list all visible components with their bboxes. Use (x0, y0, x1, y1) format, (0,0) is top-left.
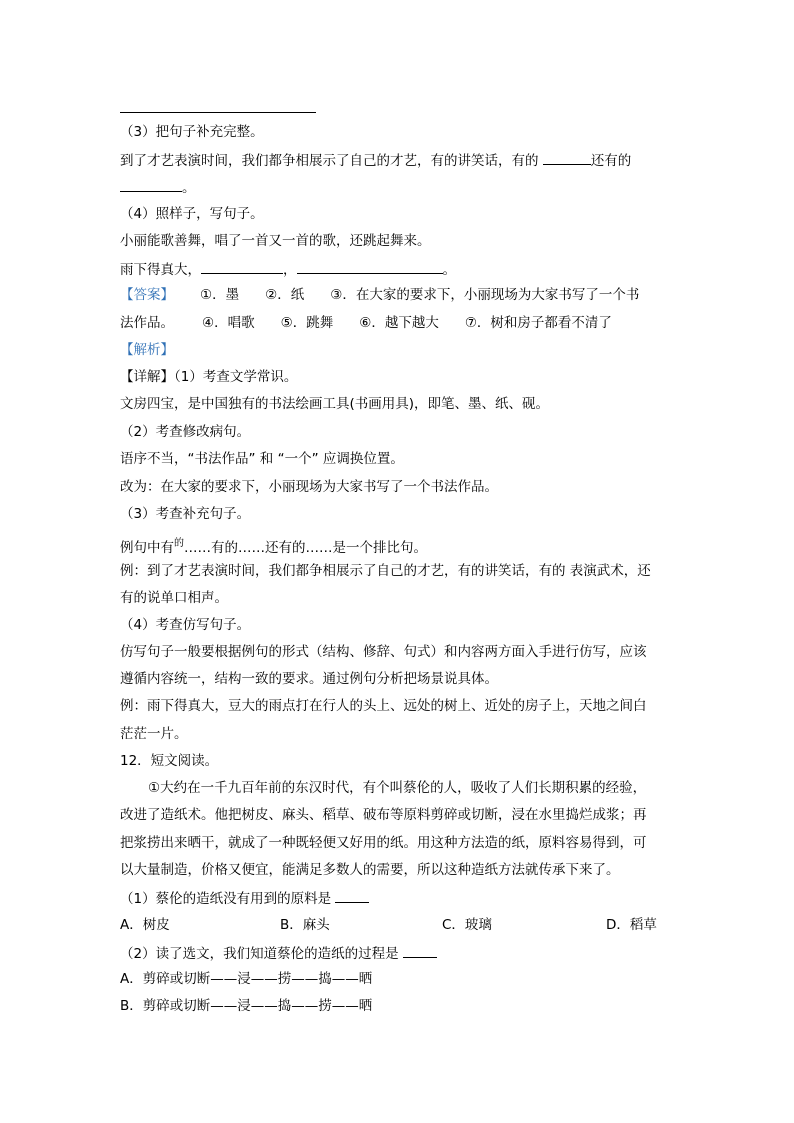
answer-line-1 (120, 286, 639, 304)
question-text: （1）蔡伦的造纸没有用到的原料是 (120, 891, 336, 907)
passage-line: 改进了造纸术。他把树皮、麻头、稻草、破布等原料剪碎或切断，浸在水里捣烂成浆；再 (120, 807, 647, 823)
period: 。 (182, 180, 196, 196)
answer-4: ④．唱歌 (202, 315, 255, 331)
analysis-line: （4）考查仿写句子。 (120, 617, 251, 633)
passage-line: 以大量制造，价格又便宜，能满足多数人的需要，所以这种造纸方法就传承下来了。 (120, 862, 620, 878)
option-d[interactable]: D．稻草 (606, 917, 657, 933)
option-b[interactable]: B．剪碎或切断——浸——捣——捞——晒 (120, 998, 373, 1014)
analysis-line: 遵循内容统一，结构一致的要求。通过例句分析把场景说具体。 (120, 671, 498, 687)
detail-label: 【详解】 (120, 369, 174, 385)
analysis-line: 例：雨下得真大，豆大的雨点打在行人的头上、远处的树上、近处的房子上，天地之间白 (120, 698, 647, 714)
q3-text: 到了才艺表演时间，我们都争相展示了自己的才艺，有的讲笑话，有的 (120, 153, 543, 169)
answer-7: ⑦．树和房子都看不清了 (464, 315, 612, 331)
option-a[interactable]: A．剪碎或切断——浸——捞——捣——晒 (120, 971, 373, 987)
text: 例句中有 (120, 540, 174, 556)
q4-title: （4）照样子，写句子。 (120, 206, 264, 222)
q3-sentence (120, 150, 631, 170)
sub-question-1 (120, 888, 369, 908)
blank-2[interactable] (120, 177, 182, 192)
answer-6: ⑥．越下越大 (359, 315, 439, 331)
superscript-text: 的 (174, 538, 184, 549)
analysis-line: 文房四宝，是中国独有的书法绘画工具(书画用具)，即笔、墨、纸、砚。 (120, 396, 550, 412)
answer-label: 【答案】 (120, 287, 174, 303)
q3-title: （3）把句子补充完整。 (120, 124, 264, 140)
analysis-line: 茫茫一片。 (120, 726, 188, 742)
answer-2: ②．纸 (265, 287, 305, 303)
answer-5: ⑤．跳舞 (280, 315, 334, 331)
answer-1: ①．墨 (200, 287, 240, 303)
analysis-line: （3）考查补充句子。 (120, 506, 251, 522)
option-a[interactable]: A．树皮 (120, 917, 170, 933)
analysis-label: 【解析】 (120, 342, 174, 358)
passage-line: 把浆捞出来晒干，就成了一种既轻便又好用的纸。用这种方法造的纸，原料容易得到，可 (120, 835, 647, 851)
answer-line-2 (120, 314, 612, 332)
option-b[interactable]: B．麻头 (280, 917, 330, 933)
passage-line: ①大约在一千九百年前的东汉时代，有个叫蔡伦的人，吸收了人们长期积累的经验， (148, 780, 647, 796)
analysis-line (120, 535, 427, 557)
q4-example: 小丽能歌善舞，唱了一首又一首的歌，还跳起舞来。 (120, 233, 431, 249)
blank-6[interactable] (403, 943, 437, 958)
q3-text-b: 还有的 (590, 153, 632, 169)
text: ……有的……还有的……是一个排比句。 (184, 540, 427, 556)
detail-text: （1）考查文学常识。 (174, 369, 298, 385)
q12-title: 12．短文阅读。 (120, 753, 219, 769)
period: 。 (442, 262, 456, 278)
analysis-line: 有的说单口相声。 (120, 590, 228, 606)
analysis-line: 改为：在大家的要求下，小丽现场为大家书写了一个书法作品。 (120, 479, 498, 495)
analysis-line: （2）考查修改病句。 (120, 424, 251, 440)
analysis-line: 仿写句子一般要根据例句的形式（结构、修辞、句式）和内容两方面入手进行仿写，应该 (120, 644, 647, 660)
question-text: （2）读了选文，我们知道蔡伦的造纸的过程是 (120, 946, 403, 962)
comma: ， (283, 262, 297, 278)
blank-3[interactable] (201, 259, 283, 274)
sub-question-2 (120, 943, 437, 963)
blank-5[interactable] (335, 888, 369, 903)
q3-sentence-end (120, 177, 196, 197)
option-c[interactable]: C．玻璃 (442, 917, 492, 933)
answer-blank-line (120, 112, 316, 113)
analysis-line: 语序不当，“书法作品” 和 “一个” 应调换位置。 (120, 451, 404, 467)
blank-4[interactable] (297, 259, 443, 274)
blank-1[interactable] (543, 150, 591, 165)
answer-3: ③．在大家的要求下，小丽现场为大家书写了一个书 (330, 287, 640, 303)
answer-3-cont: 法作品。 (120, 315, 174, 331)
q4-prompt (120, 259, 456, 279)
analysis-line (120, 368, 297, 386)
analysis-line: 例：到了才艺表演时间，我们都争相展示了自己的才艺，有的讲笑话，有的 表演武术，还 (120, 563, 651, 579)
q4-prompt-text: 雨下得真大， (120, 262, 201, 278)
